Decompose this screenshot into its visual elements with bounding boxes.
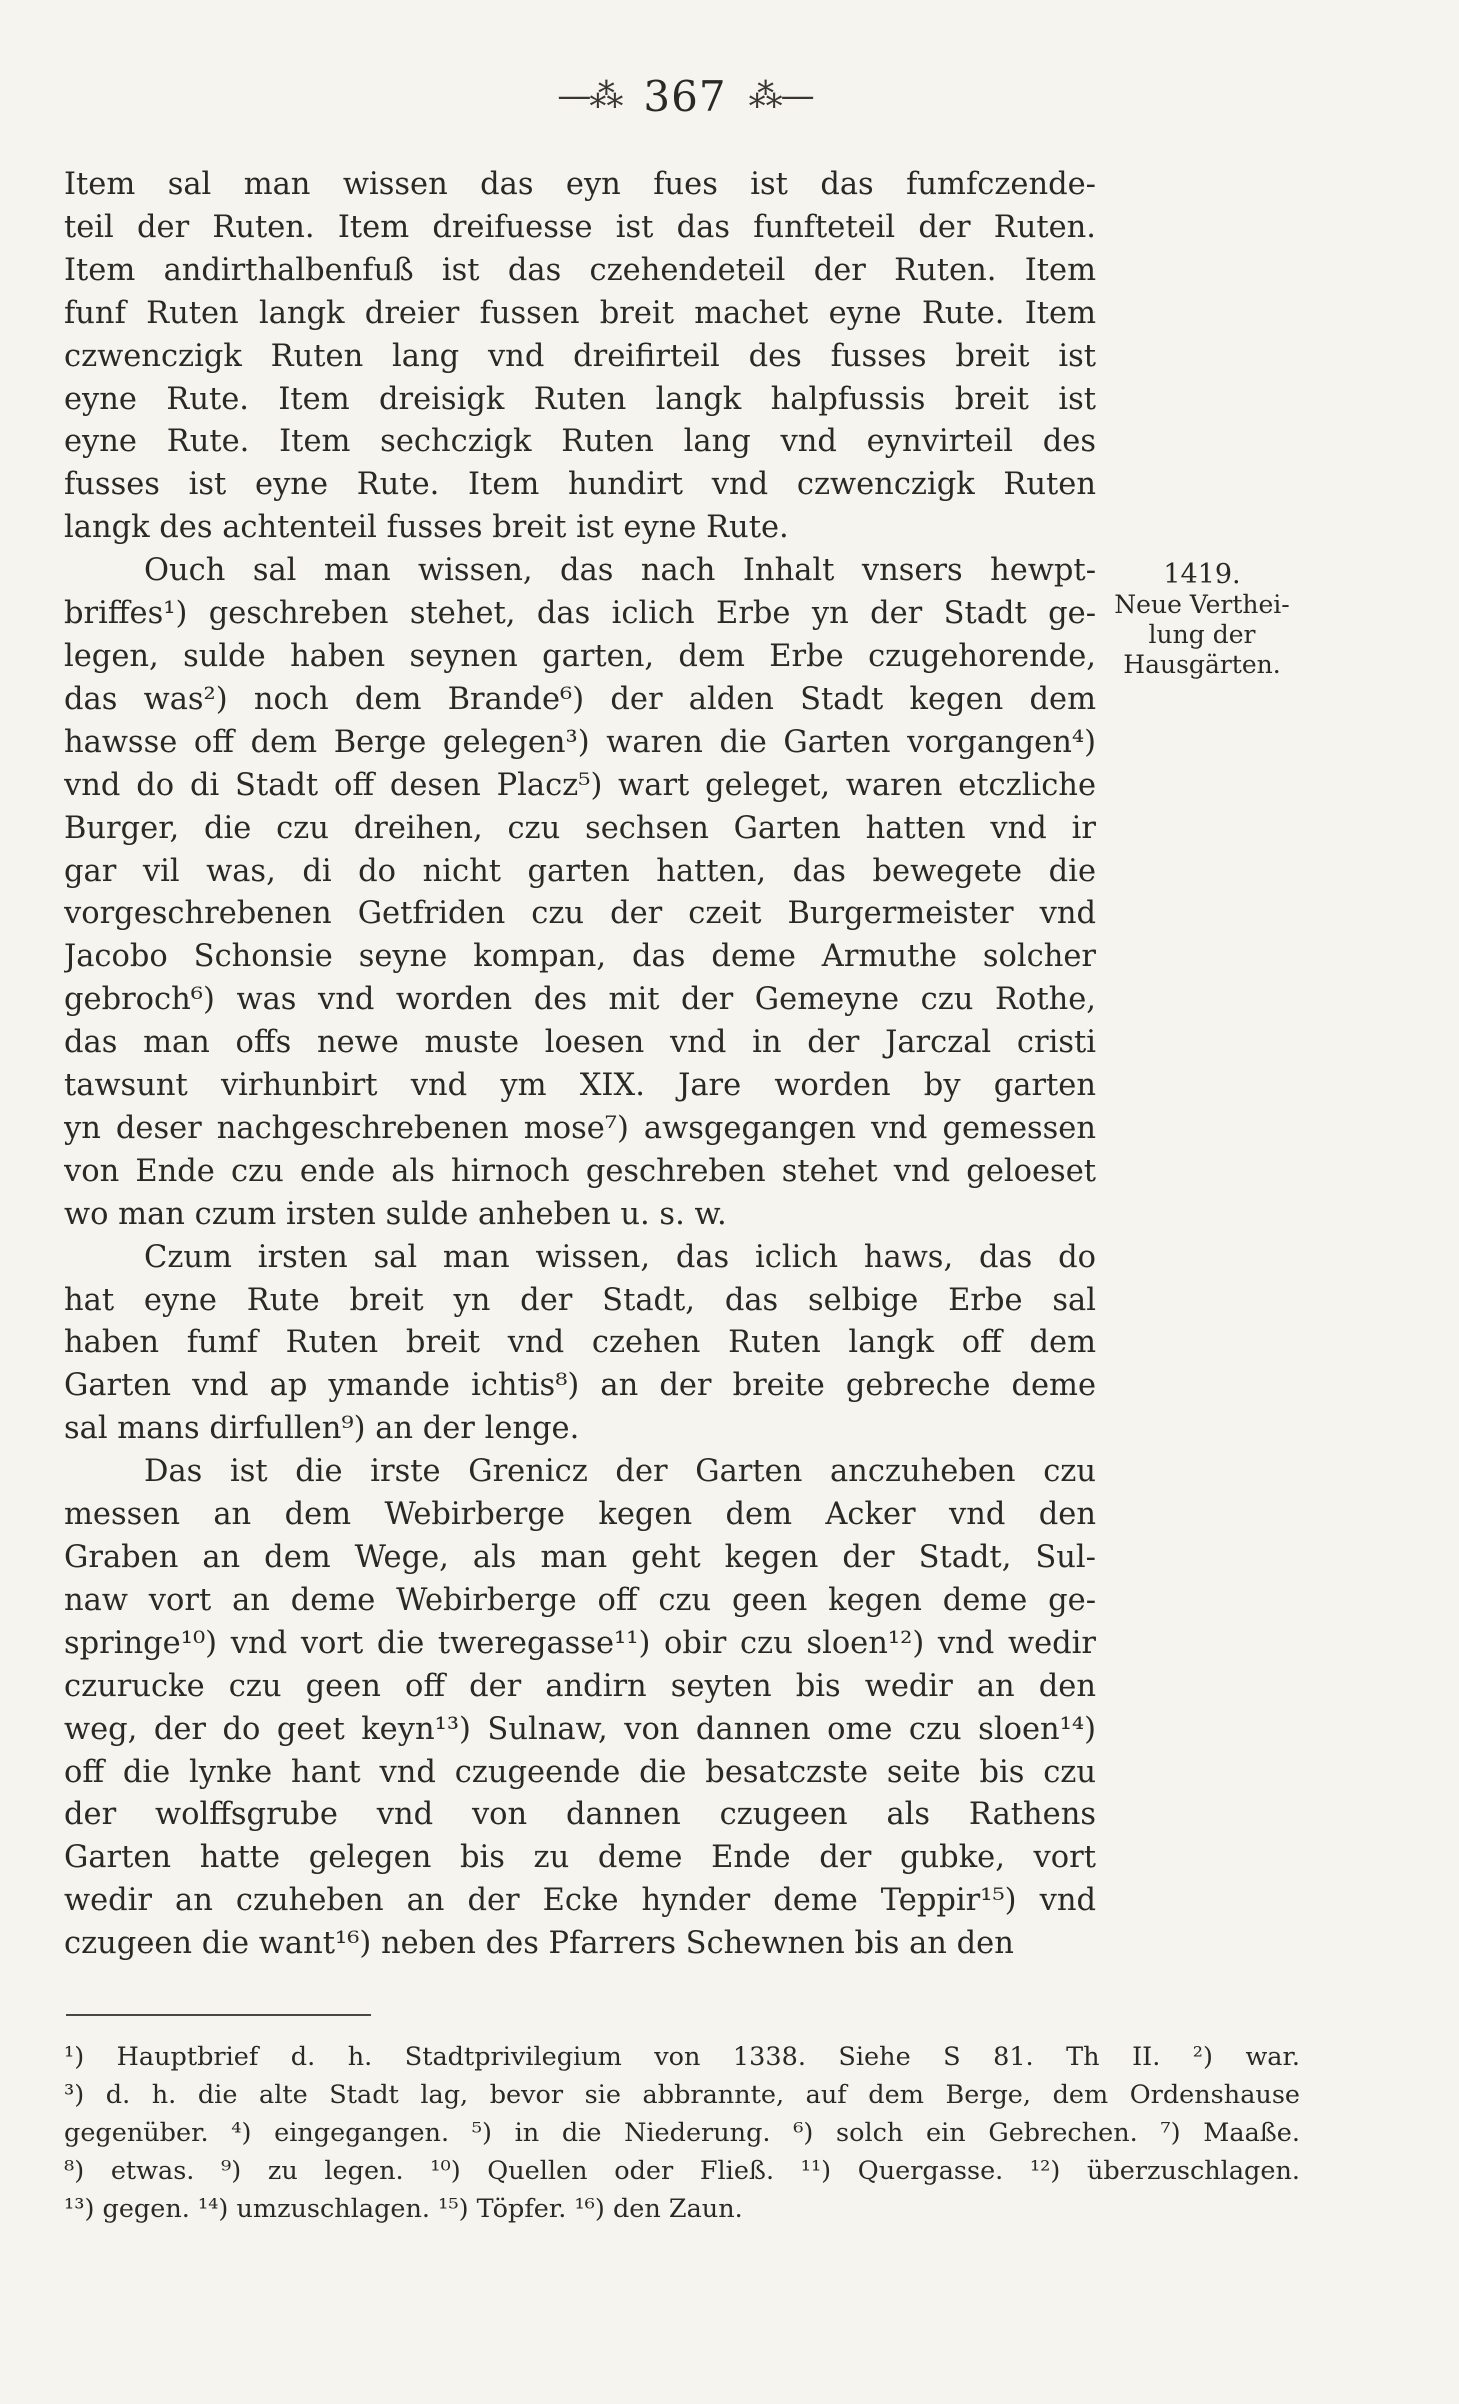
text-line: vorgeschrebenen Getfriden czu der czeit Burgermeister vnd bbox=[64, 896, 1096, 932]
footnote-line: ¹³) gegen. ¹⁴) umzuschlagen. ¹⁵) Töpfer. ¹⁶) den Zaun. bbox=[64, 2194, 743, 2224]
text-line: funf Ruten langk dreier fussen breit machet eyne Rute. Item bbox=[64, 295, 1096, 331]
text-line: Jacobo Schonsie seyne kompan, das deme Armuthe solcher bbox=[64, 939, 1096, 975]
text-line: vnd do di Stadt off desen Placz⁵) wart geleget, waren etczliche bbox=[64, 767, 1096, 803]
text-line: eyne Rute. Item dreisigk Ruten langk halpfussis breit ist bbox=[64, 381, 1096, 417]
text-line: langk des achtenteil fusses breit ist eyne Rute. bbox=[64, 510, 789, 546]
text-line: off die lynke hant vnd czugeende die besatczste seite bis czu bbox=[64, 1754, 1096, 1790]
text-line: czwenczigk Ruten lang vnd dreifirteil des fusses breit ist bbox=[64, 338, 1096, 374]
margin-note-year: 1419. bbox=[1163, 559, 1241, 590]
text-line: sal mans dirfullen⁹) an der lenge. bbox=[64, 1411, 580, 1447]
margin-note-line: Hausgärten. bbox=[1123, 650, 1281, 679]
text-line: hat eyne Rute breit yn der Stadt, das selbige Erbe sal bbox=[64, 1282, 1096, 1318]
text-line: hawsse off dem Berge gelegen³) waren die Garten vorgangen⁴) bbox=[64, 724, 1096, 760]
text-line: wedir an czuheben an der Ecke hynder deme Teppir¹⁵) vnd bbox=[64, 1883, 1096, 1919]
text-line: das man offs newe muste loesen vnd in der Jarczal cristi bbox=[64, 1025, 1096, 1061]
text-line: Item andirthalbenfuß ist das czehendeteil der Ruten. Item bbox=[64, 252, 1096, 288]
text-line: von Ende czu ende als hirnoch geschreben stehet vnd geloeset bbox=[64, 1153, 1096, 1189]
footnote-divider bbox=[66, 2014, 371, 2016]
text-line: teil der Ruten. Item dreifuesse ist das funfteteil der Ruten. bbox=[64, 209, 1096, 245]
page-header bbox=[520, 66, 850, 126]
header-ornament-right: ⁂— bbox=[748, 76, 813, 116]
header-ornament-left: —⁂ bbox=[557, 76, 622, 116]
text-line: Burger, die czu dreihen, czu sechsen Garten hatten vnd ir bbox=[64, 810, 1096, 846]
footnote-line: ⁸) etwas. ⁹) zu legen. ¹⁰) Quellen oder Fließ. ¹¹) Quergasse. ¹²) überzuschlagen. bbox=[64, 2156, 1300, 2186]
page-number: 367 bbox=[643, 71, 727, 121]
text-line: Das ist die irste Grenicz der Garten anczuheben czu bbox=[144, 1454, 1096, 1490]
text-line: Ouch sal man wissen, das nach Inhalt vnsers hewpt- bbox=[144, 553, 1096, 589]
text-line: der wolffsgrube vnd von dannen czugeen als Rathens bbox=[64, 1797, 1096, 1833]
text-line: gar vil was, di do nicht garten hatten, das bewegete die bbox=[64, 853, 1096, 889]
text-line: briffes¹) geschreben stehet, das iclich Erbe yn der Stadt ge- bbox=[64, 596, 1096, 632]
text-line: legen, sulde haben seynen garten, dem Erbe czugehorende, bbox=[64, 638, 1096, 674]
text-line: wo man czum irsten sulde anheben u. s. w. bbox=[64, 1196, 727, 1232]
footnotes bbox=[64, 2038, 1300, 2228]
text-line: weg, der do geet keyn¹³) Sulnaw, von dannen ome czu sloen¹⁴) bbox=[64, 1711, 1096, 1747]
text-line: das was²) noch dem Brande⁶) der alden Stadt kegen dem bbox=[64, 681, 1096, 717]
text-line: messen an dem Webirberge kegen dem Acker vnd den bbox=[64, 1497, 1096, 1533]
text-line: czugeen die want¹⁶) neben des Pfarrers Schewnen bis an den bbox=[64, 1926, 1014, 1962]
text-line: Garten hatte gelegen bis zu deme Ende der gubke, vort bbox=[64, 1840, 1096, 1876]
text-line: yn deser nachgeschrebenen mose⁷) awsgegangen vnd gemessen bbox=[64, 1110, 1096, 1146]
text-line: gebroch⁶) was vnd worden des mit der Gemeyne czu Rothe, bbox=[64, 982, 1096, 1018]
text-line: Item sal man wissen das eyn fues ist das fumfczende- bbox=[64, 167, 1096, 202]
margin-note-line: Neue Verthei- bbox=[1114, 590, 1290, 619]
margin-note bbox=[1112, 560, 1292, 680]
text-line: czurucke czu geen off der andirn seyten bis wedir an den bbox=[64, 1668, 1096, 1704]
footnote-line: ¹) Hauptbrief d. h. Stadtprivilegium von 1338. Siehe S 81. Th II. ²) war. bbox=[64, 2042, 1300, 2072]
text-line: fusses ist eyne Rute. Item hundirt vnd czwenczigk Ruten bbox=[64, 467, 1096, 503]
text-line: Graben an dem Wege, als man geht kegen der Stadt, Sul- bbox=[64, 1540, 1096, 1575]
text-line: springe¹⁰) vnd vort die tweregasse¹¹) obir czu sloen¹²) vnd wedir bbox=[64, 1625, 1096, 1661]
margin-note-line: lung der bbox=[1148, 620, 1256, 649]
text-line: eyne Rute. Item sechczigk Ruten lang vnd eynvirteil des bbox=[64, 424, 1096, 460]
text-line: naw vort an deme Webirberge off czu geen kegen deme ge- bbox=[64, 1582, 1096, 1618]
footnote-line: ³) d. h. die alte Stadt lag, bevor sie abbrannte, auf dem Berge, dem Ordenshause bbox=[64, 2080, 1300, 2110]
text-line: Garten vnd ap ymande ichtis⁸) an der breite gebreche deme bbox=[64, 1368, 1096, 1404]
text-line: tawsunt virhunbirt vnd ym XIX. Jare worden by garten bbox=[64, 1068, 1096, 1104]
main-text bbox=[64, 164, 1096, 1966]
text-line: haben fumf Ruten breit vnd czehen Ruten langk off dem bbox=[64, 1325, 1096, 1361]
text-line: Czum irsten sal man wissen, das iclich haws, das do bbox=[144, 1239, 1096, 1275]
footnote-line: gegenüber. ⁴) eingegangen. ⁵) in die Niederung. ⁶) solch ein Gebrechen. ⁷) Maaße. bbox=[64, 2118, 1300, 2148]
